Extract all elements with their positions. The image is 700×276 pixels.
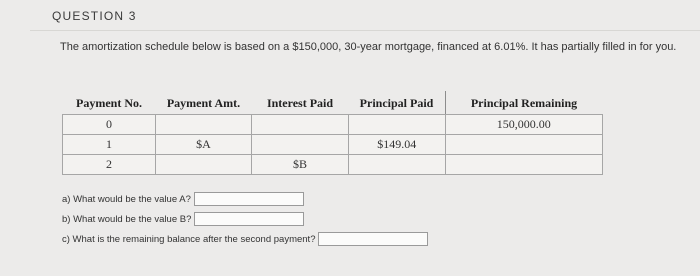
cell-payment-no: 2 (63, 155, 156, 175)
header-principal-paid: Principal Paid (349, 91, 446, 115)
cell-principal-remaining: 150,000.00 (445, 115, 603, 135)
question-a (62, 189, 428, 209)
cell-principal-paid: $149.04 (349, 135, 446, 155)
answer-section (62, 189, 428, 249)
cell-interest-paid: $B (252, 155, 349, 175)
header-payment-amt: Payment Amt. (156, 91, 252, 115)
cell-principal-remaining (445, 135, 603, 155)
cell-payment-amt (156, 115, 252, 135)
header-interest-paid: Interest Paid (252, 91, 349, 115)
cell-payment-no: 1 (63, 135, 156, 155)
question-prompt: The amortization schedule below is based on a $150,000, 30-year mortgage, financed at 6.01%. It has partially filled in for you. (60, 41, 677, 53)
cell-payment-no: 0 (63, 115, 156, 135)
cell-principal-remaining (445, 155, 603, 175)
header-payment-no: Payment No. (63, 91, 156, 115)
cell-interest-paid (252, 135, 349, 155)
table-row (63, 135, 603, 155)
answer-c-input[interactable] (318, 232, 428, 246)
table-row (63, 115, 603, 135)
table-header-row (63, 91, 603, 115)
question-b (62, 209, 428, 229)
question-c-label: c) What is the remaining balance after the second payment? (62, 233, 316, 245)
question-a-label: a) What would be the value A? (62, 193, 191, 205)
question-title: QUESTION 3 (52, 9, 137, 23)
header-divider (30, 30, 700, 31)
answer-a-input[interactable] (194, 192, 304, 206)
cell-payment-amt (156, 155, 252, 175)
answer-b-input[interactable] (194, 212, 304, 226)
cell-principal-paid (349, 115, 446, 135)
cell-payment-amt: $A (156, 135, 252, 155)
cell-principal-paid (349, 155, 446, 175)
cell-interest-paid (252, 115, 349, 135)
amortization-table (62, 91, 603, 175)
question-b-label: b) What would be the value B? (62, 213, 192, 225)
question-c (62, 229, 428, 249)
table-row (63, 155, 603, 175)
header-principal-remaining: Principal Remaining (445, 91, 603, 115)
